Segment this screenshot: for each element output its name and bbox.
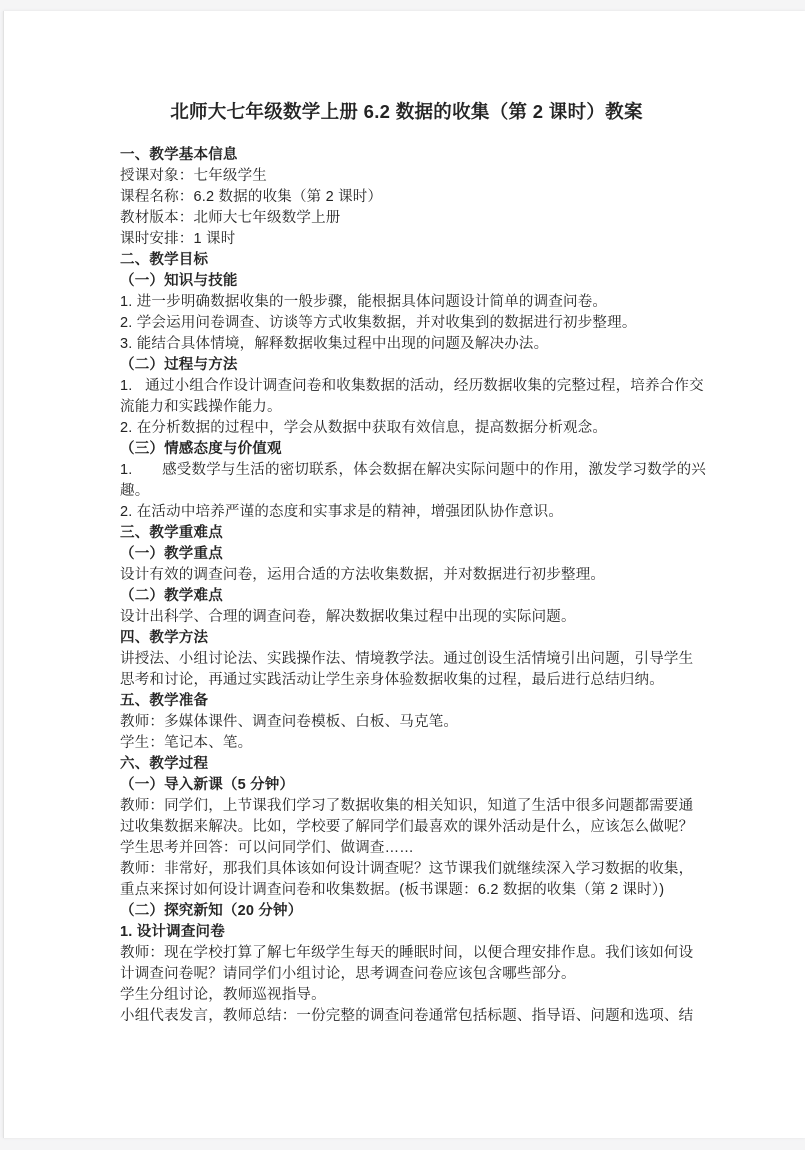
- text-line: （二）探究新知（20 分钟）: [120, 903, 303, 919]
- text-line: 三、教学重难点: [120, 525, 223, 541]
- text-line: 五、教学准备: [120, 693, 209, 709]
- text-line: 流能力和实践操作能力。: [120, 399, 282, 415]
- text-line: 六、教学过程: [120, 756, 209, 772]
- document-body: [120, 145, 706, 1027]
- text-line: 1. 通过小组合作设计调查问卷和收集数据的活动，经历数据收集的完整过程，培养合作交: [120, 378, 704, 394]
- text-line: 教师：多媒体课件、调查问卷模板、白板、马克笔。: [120, 714, 459, 730]
- text-line: 重点来探讨如何设计调查问卷和收集数据。(板书课题：6.2 数据的收集（第 2 课时）): [120, 882, 665, 898]
- text-line: （一）导入新课（5 分钟）: [120, 777, 295, 793]
- text-line: 授课对象：七年级学生: [120, 168, 267, 184]
- text-line: 3. 能结合具体情境，解释数据收集过程中出现的问题及解决办法。: [120, 336, 549, 352]
- text-line: 趣。: [120, 483, 150, 499]
- text-line: 学生：笔记本、笔。: [120, 735, 253, 751]
- text-line: 一、教学基本信息: [120, 147, 238, 163]
- text-line: 二、教学目标: [120, 252, 209, 268]
- document-title: 北师大七年级数学上册 6.2 数据的收集（第 2 课时）教案: [170, 101, 643, 122]
- text-line: 思考和讨论，再通过实践活动让学生亲身体验数据收集的过程，最后进行总结归纳。: [120, 672, 664, 688]
- text-line: 课程名称：6.2 数据的收集（第 2 课时）: [120, 189, 383, 205]
- text-line: 2. 在分析数据的过程中，学会从数据中获取有效信息，提高数据分析观念。: [120, 420, 608, 436]
- document-content: [4, 11, 805, 1027]
- text-line: 过收集数据来解决。比如，学校要了解同学们最喜欢的课外活动是什么，应该怎么做呢？: [120, 819, 694, 835]
- text-line: （三）情感态度与价值观: [120, 441, 282, 457]
- text-line: 设计有效的调查问卷，运用合适的方法收集数据，并对数据进行初步整理。: [120, 567, 606, 583]
- text-line: 四、教学方法: [120, 630, 209, 646]
- text-line: 教师：现在学校打算了解七年级学生每天的睡眠时间，以便合理安排作息。我们该如何设: [120, 945, 694, 961]
- text-line: 课时安排：1 课时: [120, 231, 236, 247]
- text-line: 教师：非常好，那我们具体该如何设计调查呢？这节课我们就继续深入学习数据的收集，: [120, 861, 694, 877]
- text-line: 2. 学会运用问卷调查、访谈等方式收集数据，并对收集到的数据进行初步整理。: [120, 315, 637, 331]
- text-line: 1. 设计调查问卷: [120, 924, 225, 940]
- text-line: 讲授法、小组讨论法、实践操作法、情境教学法。通过创设生活情境引出问题，引导学生: [120, 651, 694, 667]
- text-line: 小组代表发言，教师总结：一份完整的调查问卷通常包括标题、指导语、问题和选项、结: [120, 1008, 694, 1024]
- text-line: （二）教学难点: [120, 588, 223, 604]
- text-line: 1. 进一步明确数据收集的一般步骤，能根据具体问题设计简单的调查问卷。: [120, 294, 608, 310]
- text-line: （一）教学重点: [120, 546, 223, 562]
- text-line: （二）过程与方法: [120, 357, 238, 373]
- text-line: 设计出科学、合理的调查问卷，解决数据收集过程中出现的实际问题。: [120, 609, 576, 625]
- text-line: 学生分组讨论，教师巡视指导。: [120, 987, 326, 1003]
- text-line: 教材版本：北师大七年级数学上册: [120, 210, 341, 226]
- text-line: （一）知识与技能: [120, 273, 238, 289]
- text-line: 2. 在活动中培养严谨的态度和实事求是的精神，增强团队协作意识。: [120, 504, 564, 520]
- document-page: [3, 11, 805, 1138]
- text-line: 教师：同学们，上节课我们学习了数据收集的相关知识，知道了生活中很多问题都需要通: [120, 798, 694, 814]
- text-line: 计调查问卷呢？请同学们小组讨论，思考调查问卷应该包含哪些部分。: [120, 966, 576, 982]
- text-line: 1. 感受数学与生活的密切联系，体会数据在解决实际问题中的作用，激发学习数学的兴: [120, 462, 706, 478]
- text-line: 学生思考并回答：可以问同学们、做调查……: [120, 840, 414, 856]
